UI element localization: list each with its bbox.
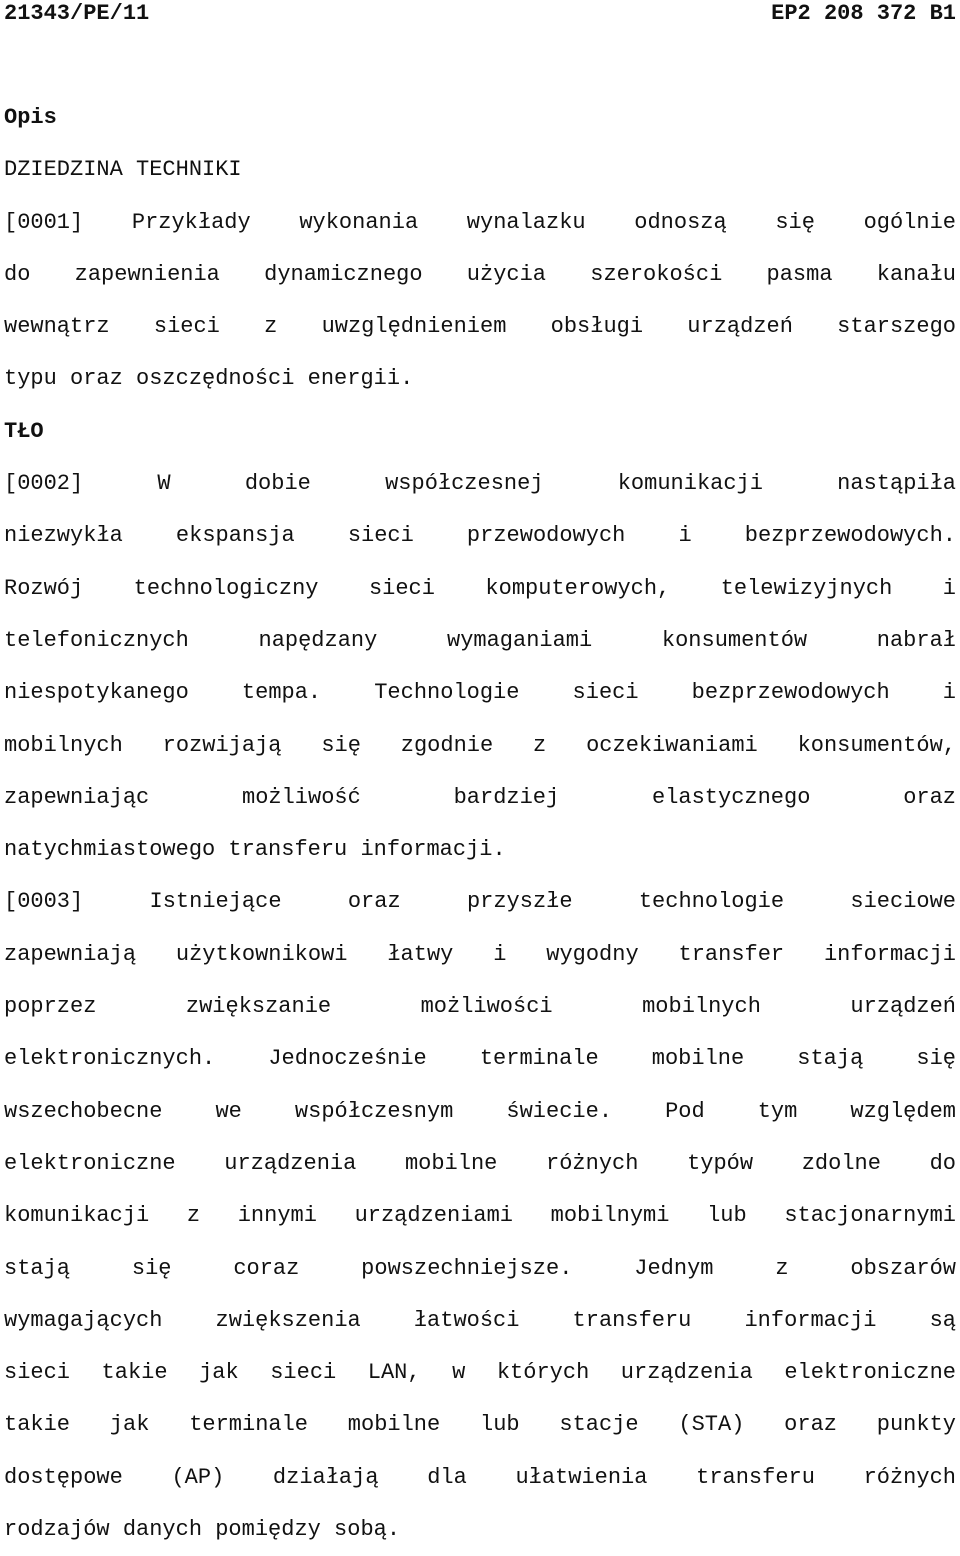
paragraph-0002-line: mobilnych rozwijają się zgodnie z oczekiwaniami konsumentów, <box>4 732 956 758</box>
paragraph-0003-line: poprzez zwiększanie możliwości mobilnych urządzeń <box>4 994 956 1020</box>
paragraph-0003-line: stają się coraz powszechniejsze. Jednym z obszarów <box>4 1255 956 1281</box>
paragraph-0003-line: wymagających zwiększenia łatwości transferu informacji są <box>4 1307 956 1333</box>
paragraph-0001-line: do zapewnienia dynamicznego użycia szerokości pasma kanału <box>4 261 956 287</box>
paragraph-0001-line: typu oraz oszczędności energii. <box>4 366 414 392</box>
paragraph-0002-line: niezwykła ekspansja sieci przewodowych i bezprzewodowych. <box>4 523 956 549</box>
paragraph-0003-line: dostępowe (AP) działają dla ułatwienia transferu różnych <box>4 1464 956 1490</box>
document-body <box>4 92 956 1556</box>
paragraph-0003-line: takie jak terminale mobilne lub stacje (STA) oraz punkty <box>4 1412 956 1438</box>
paragraph-0002-line: telefonicznych napędzany wymaganiami konsumentów nabrał <box>4 627 956 653</box>
paragraph-0002-line: niespotykanego tempa. Technologie sieci bezprzewodowych i <box>4 680 956 706</box>
paragraph-0003-line: sieci takie jak sieci LAN, w których urządzenia elektroniczne <box>4 1360 956 1386</box>
paragraph-0002-line: Rozwój technologiczny sieci komputerowych, telewizyjnych i <box>4 575 956 601</box>
paragraph-0001-line: [0001] Przykłady wykonania wynalazku odnoszą się ogólnie <box>4 209 956 235</box>
field-heading: DZIEDZINA TECHNIKI <box>4 157 242 183</box>
paragraph-0003-line: wszechobecne we współczesnym świecie. Pod tym względem <box>4 1098 956 1124</box>
document-reference: 21343/PE/11 <box>4 1 150 26</box>
paragraph-0003-line: zapewniają użytkownikowi łatwy i wygodny transfer informacji <box>4 941 956 967</box>
paragraph-0001-line: wewnątrz sieci z uwzględnieniem obsługi urządzeń starszego <box>4 314 956 340</box>
background-heading: TŁO <box>4 418 44 444</box>
patent-number: EP2 208 372 B1 <box>771 1 956 26</box>
paragraph-0002-line: zapewniając możliwość bardziej elastycznego oraz <box>4 784 956 810</box>
paragraph-0003-line: rodzajów danych pomiędzy sobą. <box>4 1517 401 1543</box>
paragraph-0003-line: elektroniczne urządzenia mobilne różnych typów zdolne do <box>4 1150 956 1176</box>
paragraph-0003-line: komunikacji z innymi urządzeniami mobilnymi lub stacjonarnymi <box>4 1203 956 1229</box>
paragraph-0003-line: elektronicznych. Jednocześnie terminale mobilne stają się <box>4 1046 956 1072</box>
paragraph-0003-line: [0003] Istniejące oraz przyszłe technologie sieciowe <box>4 889 956 915</box>
page-header <box>4 0 956 30</box>
paragraph-0002-line: natychmiastowego transferu informacji. <box>4 837 506 863</box>
paragraph-0002-line: [0002] W dobie współczesnej komunikacji nastąpiła <box>4 471 956 497</box>
section-title: Opis <box>4 105 57 130</box>
